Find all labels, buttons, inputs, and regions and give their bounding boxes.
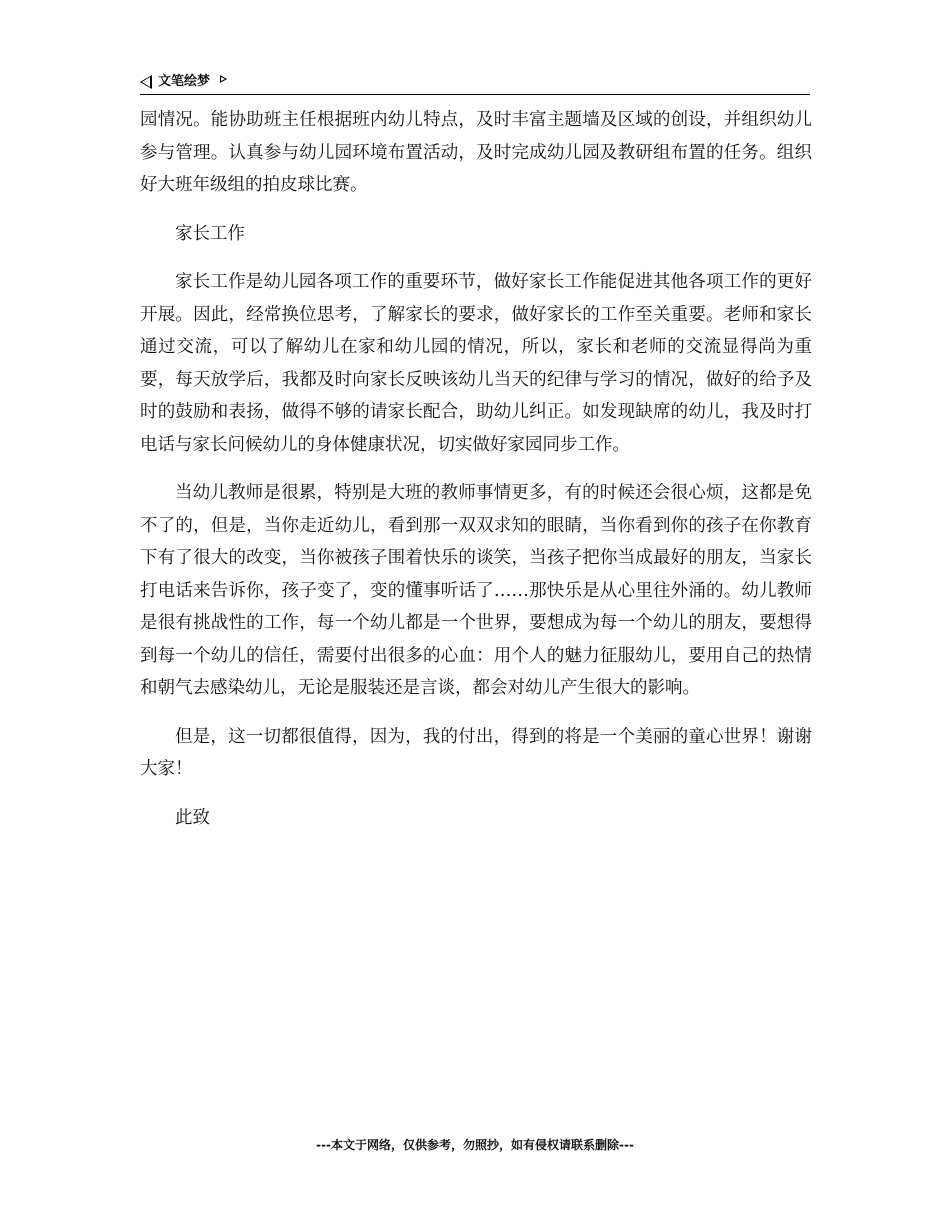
paragraph-parents-work: 家长工作是幼儿园各项工作的重要环节，做好家长工作能促进其他各项工作的更好开展。因此，经常换位思考，了解家长的要求，做好家长的工作至关重要。老师和家长通过交流，可以了解幼儿在家和幼儿园的情况，所以，家长和老师的交流显得尚为重要，每天放学后，我都及时向家长反映该幼儿当天的纪律与学习的情况，做好的给予及时的鼓励和表扬，做得不够的请家长配合，助幼儿纠正。如发现缺席的幼儿，我及时打电话与家长问候幼儿的身体健康状况，切实做好家园同步工作。 — [140, 272, 812, 455]
page-header — [140, 72, 810, 95]
paragraph-teacher-reflection: 当幼儿教师是很累，特别是大班的教师事情更多，有的时候还会很心烦，这都是免不了的，但是，当你走近幼儿，看到那一双双求知的眼睛，当你看到你的孩子在你教育下有了很大的改变，当你被孩子围着快乐的谈笑，当孩子把你当成最好的朋友，当家长打电话来告诉你，孩子变了，变的懂事听话了……那快乐是从心里往外涌的。幼儿教师是很有挑战性的工作，每一个幼儿都是一个世界，要想成为每一个幼儿的朋友，要想得到每一个幼儿的信任，需要付出很多的心血：用个人的魅力征服幼儿，要用自己的热情和朝气去感染幼儿，无论是服装还是言谈，都会对幼儿产生很大的影响。 — [140, 483, 812, 698]
brand-name: 文笔绘梦 — [158, 74, 211, 89]
forward-triangle-icon — [220, 75, 227, 83]
back-triangle-icon — [140, 75, 152, 89]
document-body — [140, 104, 812, 850]
section-heading-parents: 家长工作 — [175, 223, 245, 244]
closing-salutation: 此致 — [175, 807, 210, 828]
disclaimer-footer: ---本文于网络，仅供参考，勿照抄，如有侵权请联系删除--- — [316, 1138, 634, 1152]
paragraph-continuation: 园情况。能协助班主任根据班内幼儿特点，及时丰富主题墙及区域的创设，并组织幼儿参与管理。认真参与幼儿园环境布置活动，及时完成幼儿园及教研组布置的任务。组织好大班年级组的拍皮球比赛。 — [140, 110, 812, 195]
paragraph-conclusion: 但是，这一切都很值得，因为，我的付出，得到的将是一个美丽的童心世界！谢谢大家！ — [140, 726, 812, 779]
